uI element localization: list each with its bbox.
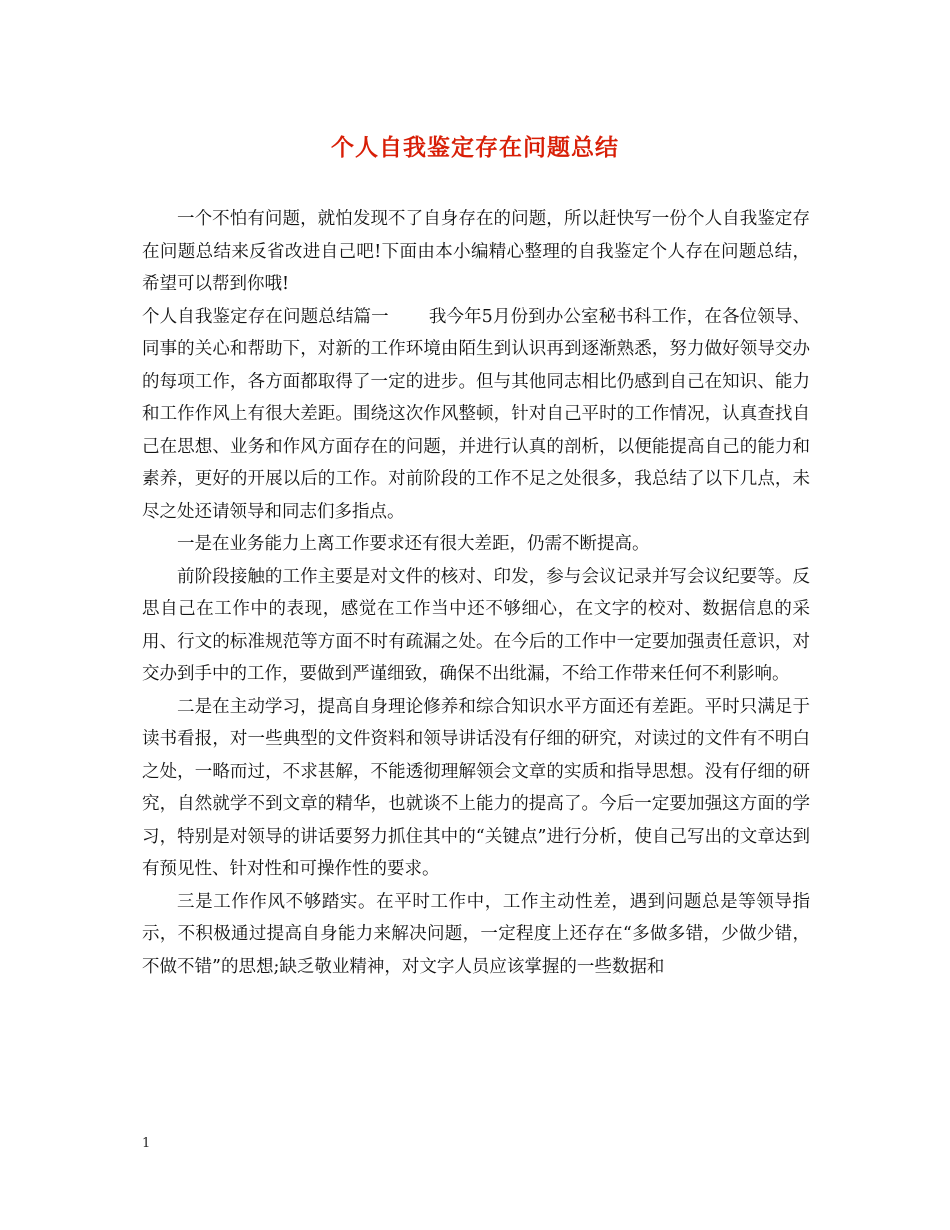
document-title: 个人自我鉴定存在问题总结 [331, 134, 619, 161]
paragraph-point-three: 三是工作作风不够踏实。在平时工作中，工作主动性差，遇到问题总是等领导指示，不积极通过提高自身能力来解决问题，一定程度上还存在“多做多错，少做少错，不做不错”的思想;缺乏敬业精神，对文字人员应该掌握的一些数据和 [142, 891, 810, 977]
paragraph-point-two: 二是在主动学习，提高自身理论修养和综合知识水平方面还有差距。平时只满足于读书看报，对一些典型的文件资料和领导讲话没有仔细的研究，对读过的文件有不明白之处，一略而过，不求甚解，不能透彻理解领会文章的实质和指导思想。没有仔细的研究，自然就学不到文章的精华，也就谈不上能力的提高了。今后一定要加强这方面的学习，特别是对领导的讲话要努力抓住其中的“关键点”进行分析，使自己写出的文章达到有预见性、针对性和可操作性的要求。 [142, 696, 810, 879]
intro-paragraph: 一个不怕有问题，就怕发现不了自身存在的问题，所以赶快写一份个人自我鉴定存在问题总结来反省改进自己吧!下面由本小编精心整理的自我鉴定个人存在问题总结，希望可以帮到你哦! [142, 209, 810, 294]
section-heading: 个人自我鉴定存在问题总结篇一 [142, 306, 389, 327]
document-body [142, 203, 810, 983]
section-paragraph [142, 301, 810, 529]
paragraph-detail-one: 前阶段接触的工作主要是对文件的核对、印发，参与会议记录并写会议纪要等。反思自己在工作中的表现，感觉在工作当中还不够细心，在文字的校对、数据信息的采用、行文的标准规范等方面不时有疏漏之处。在今后的工作中一定要加强责任意识，对交办到手中的工作，要做到严谨细致，确保不出纰漏，不给工作带来任何不利影响。 [142, 566, 810, 684]
page-number: 1 [142, 1136, 151, 1151]
section-first-text: 我今年5月份到办公室秘书科工作，在各位领导、同事的关心和帮助下，对新的工作环境由陌生到认识再到逐渐熟悉，努力做好领导交办的每项工作，各方面都取得了一定的进步。但与其他同志相比仍感到自己在知识、能力和工作作风上有很大差距。围绕这次作风整顿，针对自己平时的工作情况，认真查找自己在思想、业务和作风方面存在的问题，并进行认真的剖析，以便能提高自己的能力和素养，更好的开展以后的工作。对前阶段的工作不足之处很多，我总结了以下几点，未尽之处还请领导和同志们多指点。 [142, 306, 810, 522]
paragraph-point-one: 一是在业务能力上离工作要求还有很大差距，仍需不断提高。 [177, 534, 650, 554]
